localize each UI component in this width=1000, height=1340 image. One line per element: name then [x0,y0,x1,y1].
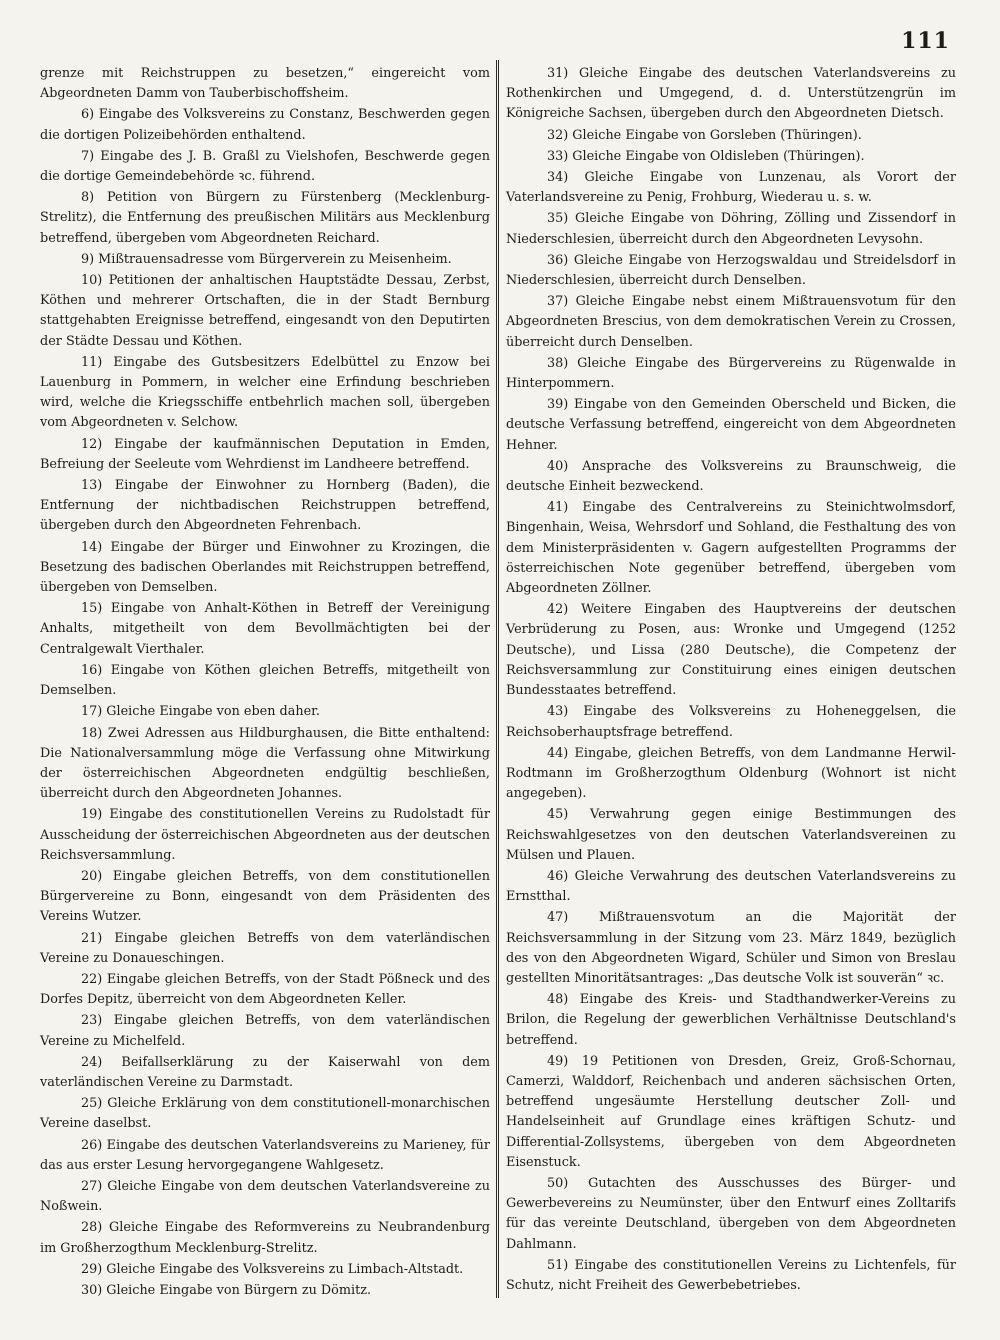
list-entry: 26) Eingabe des deutschen Vaterlandsvereins zu Marieney, für das aus erster Lesung hervorgegangene Wahlgesetz. [40,1137,490,1173]
list-entry: 42) Weitere Eingaben des Hauptvereins der deutschen Verbrüderung zu Posen, aus: Wronke und Umgegend (1252 Deutsche), und Lissa (280 Deutsche), die Competenz der Reichsversammlung zur Constituirung eines einigen deutschen Bundesstaates betreffend. [506,602,956,699]
list-entry: 40) Ansprache des Volksvereins zu Braunschweig, die deutsche Einheit bezweckend. [506,458,956,495]
list-entry: 32) Gleiche Eingabe von Gorsleben (Thüringen). [546,127,862,143]
list-entry: 15) Eingabe von Anhalt-Köthen in Betreff der Vereinigung Anhalts, mitgetheilt von dem Bevollmächtigten bei der Centralgewalt Vierthaler. [40,601,490,657]
left-column [40,64,490,1302]
list-entry: 33) Gleiche Eingabe von Oldisleben (Thüringen). [546,148,865,164]
list-entry: 22) Eingabe gleichen Betreffs, von der Stadt Pößneck und des Dorfes Depitz, überreicht von dem Abgeordneten Keller. [40,971,490,1008]
list-entry: 9) Mißtrauensadresse vom Bürgerverein zu Meisenheim. [80,251,452,267]
page-number: 111 [901,28,950,54]
list-entry: 28) Gleiche Eingabe des Reformvereins zu Neubrandenburg im Großherzogthum Mecklenburg-Strelitz. [40,1220,490,1256]
list-entry: 10) Petitionen der anhaltischen Hauptstädte Dessau, Zerbst, Köthen und mehrerer Ortschaften, die in der Stadt Bernburg stattgehabten Ereignisse betreffend, eingesandt von den Deputirten der Städte Dessau und Köthen. [40,273,490,349]
list-entry: 29) Gleiche Eingabe des Volksvereins zu Limbach-Altstadt. [80,1261,464,1277]
list-entry: 19) Eingabe des constitutionellen Vereins zu Rudolstadt für Ausscheidung der österreichischen Abgeordneten aus der deutschen Reichsversammlung. [40,807,490,863]
list-entry: 24) Beifallserklärung zu der Kaiserwahl von dem vaterländischen Vereine zu Darmstadt. [40,1054,490,1090]
list-entry: 13) Eingabe der Einwohner zu Hornberg (Baden), die Entfernung der nichtbadischen Reichstruppen betreffend, übergeben durch den Abgeordneten Fehrenbach. [40,478,490,534]
list-entry: 21) Eingabe gleichen Betreffs von dem vaterländischen Vereine zu Donaueschingen. [40,930,490,966]
list-entry: 27) Gleiche Eingabe von dem deutschen Vaterlandsvereine zu Noßwein. [40,1178,490,1215]
column-divider [496,60,499,1298]
list-entry: 43) Eingabe des Volksvereins zu Hoheneggelsen, die Reichsoberhauptsfrage betreffend. [506,704,956,740]
list-entry: 34) Gleiche Eingabe von Lunzenau, als Vorort der Vaterlandsvereine zu Penig, Frohburg, Wiederau u. s. w. [506,170,956,206]
list-entry: 36) Gleiche Eingabe von Herzogswaldau und Streidelsdorf in Niederschlesien, überreicht durch Denselben. [506,252,956,289]
list-entry: 20) Eingabe gleichen Betreffs, von dem constitutionellen Bürgervereine zu Bonn, eingesandt von dem Präsidenten des Vereins Wutzer. [40,868,490,925]
paragraph-continuation: grenze mit Reichstruppen zu besetzen,“ eingereicht vom Abgeordneten Damm von Tauberbischoffsheim. [40,66,490,102]
list-entry: 51) Eingabe des constitutionellen Vereins zu Lichtenfels, für Schutz, nicht Freiheit des Gewerbebetriebes. [506,1257,956,1293]
list-entry: 48) Eingabe des Kreis- und Stadthandwerker-Vereins zu Brilon, die Regelung der gewerblichen Verhältnisse Deutschland's betreffend. [506,992,956,1048]
list-entry: 7) Eingabe des J. B. Graßl zu Vielshofen, Beschwerde gegen die dortige Gemeindebehörde ꝛc. führend. [40,148,490,185]
list-entry: 12) Eingabe der kaufmännischen Deputation in Emden, Befreiung der Seeleute vom Wehrdienst im Landheere betreffend. [40,436,490,472]
list-entry: 46) Gleiche Verwahrung des deutschen Vaterlandsvereins zu Ernstthal. [506,868,956,905]
list-entry: 37) Gleiche Eingabe nebst einem Mißtrauensvotum für den Abgeordneten Brescius, von dem demokratischen Verein zu Crossen, überreicht durch Denselben. [506,294,956,350]
right-column [506,64,956,1297]
list-entry: 47) Mißtrauensvotum an die Majorität der Reichsversammlung in der Sitzung vom 23. März 1849, bezüglich des von den Abgeordneten Wigard, Schüler und Simon von Breslau gestellten Minoritätsantrages: „Das deutsche Volk ist souverän“ ꝛc. [506,910,956,986]
list-entry: 45) Verwahrung gegen einige Bestimmungen des Reichswahlgesetzes von den deutschen Vaterlandsvereinen zu Mülsen und Plauen. [506,807,956,863]
list-entry: 16) Eingabe von Köthen gleichen Betreffs, mitgetheilt von Demselben. [40,662,490,699]
list-entry: 14) Eingabe der Bürger und Einwohner zu Krozingen, die Besetzung des badischen Oberlandes mit Reichstruppen betreffend, übergeben von Demselben. [40,539,490,596]
list-entry: 38) Gleiche Eingabe des Bürgervereins zu Rügenwalde in Hinterpommern. [506,355,956,392]
list-entry: 17) Gleiche Eingabe von eben daher. [80,704,320,720]
list-entry: 35) Gleiche Eingabe von Döhring, Zölling und Zissendorf in Niederschlesien, überreicht durch den Abgeordneten Levysohn. [506,211,956,247]
list-entry: 49) 19 Petitionen von Dresden, Greiz, Groß-Schornau, Camerzi, Walddorf, Reichenbach und anderen sächsischen Orten, betreffend ungesäumte Herstellung deutscher Zoll- und Handelseinheit auf Grundlage eines kräftigen Schutz- und Differential-Zollsystems, übergeben von dem Abgeordneten Eisenstuck. [506,1053,956,1170]
list-entry: 18) Zwei Adressen aus Hildburghausen, die Bitte enthaltend: Die Nationalversammlung möge die Verfassung ohne Mitwirkung der österreichischen Abgeordneten endgültig beschließen, überreicht durch den Abgeordneten Johannes. [40,725,490,802]
list-entry: 8) Petition von Bürgern zu Fürstenberg (Mecklenburg-Strelitz), die Entfernung des preußischen Militärs aus Mecklenburg betreffend, übergeben vom Abgeordneten Reichard. [40,190,490,246]
list-entry: 11) Eingabe des Gutsbesitzers Edelbüttel zu Enzow bei Lauenburg in Pommern, in welcher eine Erfindung beschrieben wird, welche die Kriegsschiffe entbehrlich machen soll, übergeben vom Abgeordneten v. Selchow. [40,354,490,431]
list-entry: 25) Gleiche Erklärung von dem constitutionell-monarchischen Vereine daselbst. [40,1096,490,1132]
list-entry: 23) Eingabe gleichen Betreffs, von dem vaterländischen Vereine zu Michelfeld. [40,1013,490,1049]
list-entry: 30) Gleiche Eingabe von Bürgern zu Dömitz. [80,1282,372,1298]
list-entry: 31) Gleiche Eingabe des deutschen Vaterlandsvereins zu Rothenkirchen und Umgegend, d. d. Unterstützengrün im Königreiche Sachsen, übergeben durch den Abgeordneten Dietsch. [506,66,956,122]
list-entry: 50) Gutachten des Ausschusses des Bürger- und Gewerbevereins zu Neumünster, über den Entwurf eines Zolltarifs für das vereinte Deutschland, übergeben von dem Abgeordneten Dahlmann. [506,1175,956,1252]
list-entry: 41) Eingabe des Centralvereins zu Steinichtwolmsdorf, Bingenhain, Weisa, Wehrsdorf und Sohland, die Festhaltung des von dem Ministerpräsidenten v. Gagern aufgestellten Programms der österreichischen Note gegenüber betreffend, übergeben vom Abgeordneten Zöllner. [506,500,956,597]
list-entry: 44) Eingabe, gleichen Betreffs, von dem Landmanne Herwil-Rodtmann im Großherzogthum Oldenburg (Wohnort ist nicht angegeben). [506,745,956,802]
list-entry: 39) Eingabe von den Gemeinden Oberscheld und Bicken, die deutsche Verfassung betreffend, eingereicht von dem Abgeordneten Hehner. [506,397,956,453]
list-entry: 6) Eingabe des Volksvereins zu Constanz, Beschwerden gegen die dortigen Polizeibehörden enthaltend. [40,107,490,143]
